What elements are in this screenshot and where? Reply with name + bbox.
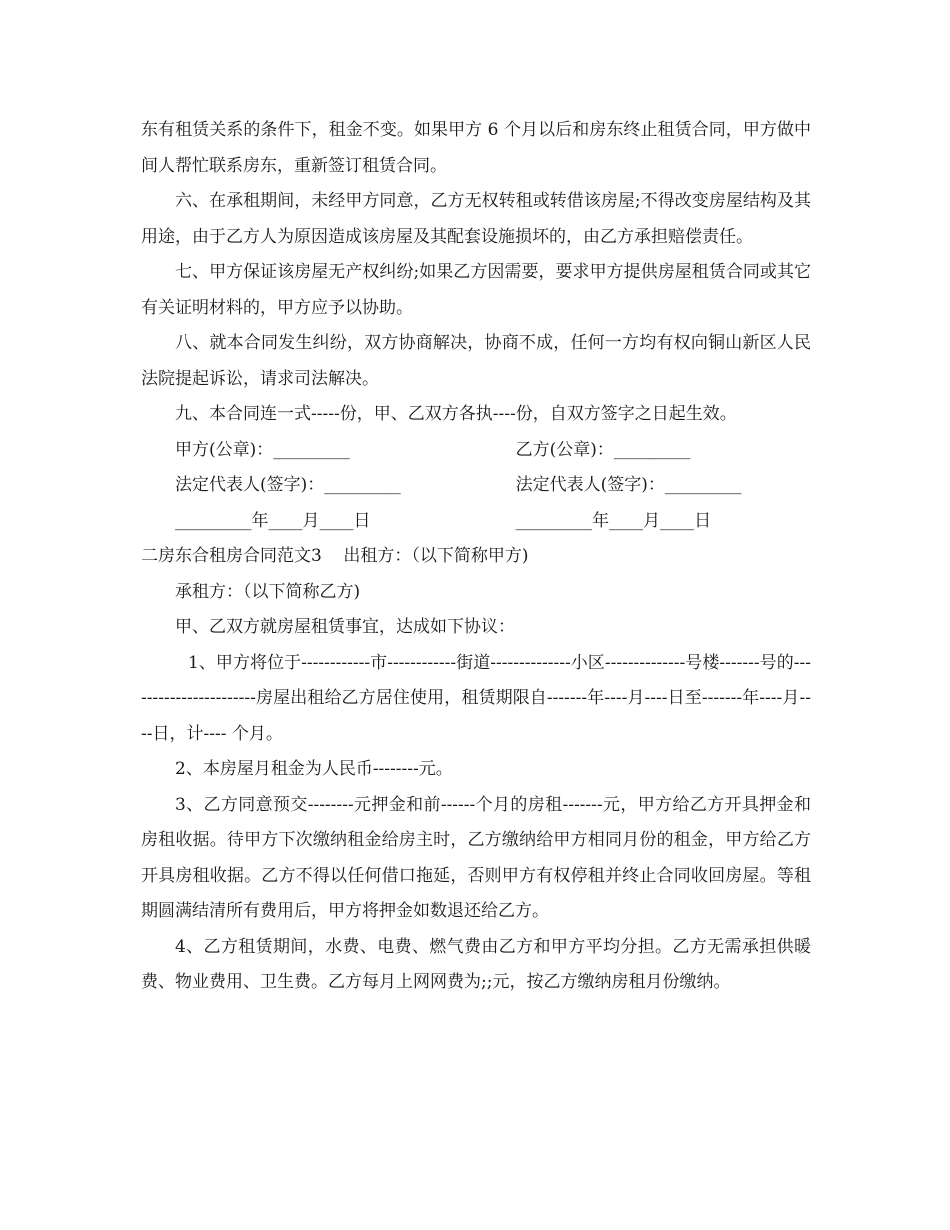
party-a-representative: 法定代表人(签字)：_________ [175,475,401,495]
signature-row-date [141,504,811,540]
party-b-date: _________年____月____日 [515,510,712,531]
contract-title-line: 二房东合租房合同范文3 出租方：（以下简称甲方) [141,546,529,566]
paragraph-clause-3: 3、乙方同意预交--------元押金和前------个月的房租-------元，甲方给乙方开具押金和房租收据。待甲方下次缴纳租金给房主时，乙方缴纳给甲方相同月份的租金，甲方给乙方开具房租收据。乙方不得以任何借口拖延，否则甲方有权停租并终止合同收回房屋。等租期圆满结清所有费用后，甲方将押金如数退还给乙方。 [141,794,811,921]
party-a-seal: 甲方(公章)：_________ [175,439,350,460]
paragraph-clause-seven: 七、甲方保证该房屋无产权纠纷;如果乙方因需要，要求甲方提供房屋租赁合同或其它有关证明材料的，甲方应予以协助。 [141,262,811,318]
lessee-line: 承租方：（以下简称乙方) [175,581,361,602]
party-a-date: _________年____月____日 [175,510,371,531]
signature-row-seal [141,433,811,469]
signature-row-representative [141,468,811,504]
paragraph-clause-1: 1、甲方将位于------------市------------街道--------------小区--------------号楼-------号的-----------------------房屋出租给乙方居住使用，租赁期限自-------年----月----日至-------年----月----日，计---- 个月。 [141,652,811,744]
intro-line: 甲、乙双方就房屋租赁事宜，达成如下协议： [175,617,515,637]
paragraph-clause-nine: 九、本合同连一式-----份，甲、乙双方各执----份，自双方签字之日起生效。 [175,404,737,424]
paragraph-clause-eight: 八、就本合同发生纠纷，双方协商解决，协商不成，任何一方均有权向铜山新区人民法院提起诉讼，请求司法解决。 [141,333,811,389]
paragraph-continued: 东有租赁关系的条件下，租金不变。如果甲方 6 个月以后和房东终止租赁合同，甲方做中间人帮忙联系房东，重新签订租赁合同。 [141,120,811,176]
document-page [141,113,811,1001]
paragraph-clause-2: 2、本房屋月租金为人民币--------元。 [175,759,453,779]
party-b-seal: 乙方(公章)：_________ [515,439,691,460]
paragraph-clause-six: 六、在承租期间，未经甲方同意，乙方无权转租或转借该房屋;不得改变房屋结构及其用途，由于乙方人为原因造成该房屋及其配套设施损坏的，由乙方承担赔偿责任。 [141,191,811,247]
paragraph-clause-4: 4、乙方租赁期间，水费、电费、燃气费由乙方和甲方平均分担。乙方无需承担供暖费、物业费用、卫生费。乙方每月上网网费为;;元，按乙方缴纳房租月份缴纳。 [141,936,811,992]
party-b-representative: 法定代表人(签字)：_________ [515,475,742,495]
